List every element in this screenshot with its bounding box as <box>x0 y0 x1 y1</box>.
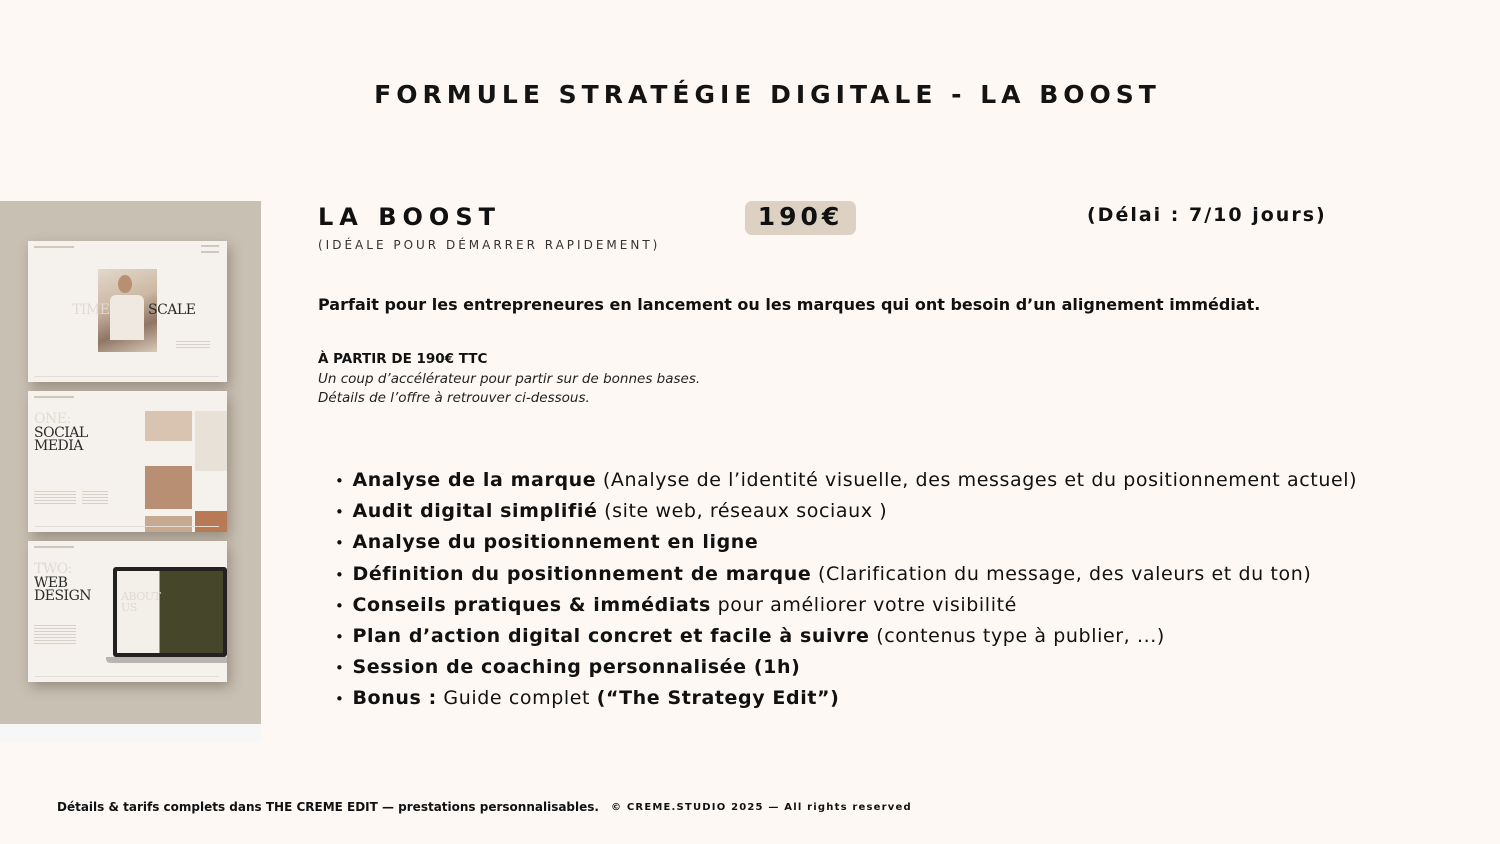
interior-photos <box>195 411 227 532</box>
page-title: FORMULE STRATÉGIE DIGITALE - LA BOOST <box>374 80 1161 109</box>
feature-item: • Audit digital simplifié (site web, réseaux sociaux ) <box>335 500 888 523</box>
slide-word-one: ONE: <box>34 411 71 427</box>
slide-word-media: MEDIA <box>34 438 83 454</box>
price-from: À PARTIR DE 190€ TTC <box>318 351 488 367</box>
slide-word-scale: SCALE <box>148 302 196 318</box>
offer-note-1: Un coup d’accélérateur pour partir sur de bonnes bases. <box>318 371 701 387</box>
feature-item: • Analyse de la marque (Analyse de l’identité visuelle, des messages et du positionnement actuel) <box>335 469 1358 491</box>
slide-word-time: TIME <box>72 302 110 318</box>
feature-list <box>335 466 1357 716</box>
screen-word-about-us: ABOUT US <box>121 590 161 614</box>
feature-item: • Session de coaching personnalisée (1h) <box>335 656 801 679</box>
feature-item: • Analyse du positionnement en ligne <box>335 531 759 554</box>
mockup-slide-web-design <box>28 541 227 682</box>
fashion-photos <box>145 391 192 532</box>
offer-intro: Parfait pour les entrepreneures en lancement ou les marques qui ont besoin d’un alignement immédiat. <box>318 295 1261 314</box>
delay-label: (Délai : 7/10 jours) <box>1087 204 1327 226</box>
feature-item: • Conseils pratiques & immédiats pour améliorer votre visibilité <box>335 593 1017 616</box>
feature-item: • Bonus : Guide complet (“The Strategy Edit”) <box>335 687 840 710</box>
footer-copyright: © CREME.STUDIO 2025 — All rights reserved <box>611 802 912 813</box>
feature-item: • Définition du positionnement de marque (Clarification du message, des valeurs et du ton) <box>335 562 1312 585</box>
feature-item: • Plan d’action digital concret et facile à suivre (contenus type à publier, ...) <box>335 624 1165 647</box>
mockup-slide-time-scale <box>28 241 227 382</box>
slide-word-design: DESIGN <box>34 588 91 604</box>
price-badge: 190€ <box>745 201 856 235</box>
slide-word-web: WEB <box>34 575 68 591</box>
footer-note: Détails & tarifs complets dans THE CREME EDIT — prestations personnalisables. <box>57 800 599 814</box>
mockup-slide-social-media <box>28 391 227 532</box>
slide-word-social: SOCIAL <box>34 425 88 441</box>
mockup-bottom-strip <box>0 724 261 742</box>
laptop-mockup <box>113 567 227 657</box>
slide-word-two: TWO: <box>34 561 72 577</box>
offer-subtitle: (IDÉALE POUR DÉMARRER RAPIDEMENT) <box>318 238 661 252</box>
offer-note-2: Détails de l’offre à retrouver ci-dessous. <box>318 390 590 406</box>
offer-name: LA BOOST <box>318 203 501 231</box>
